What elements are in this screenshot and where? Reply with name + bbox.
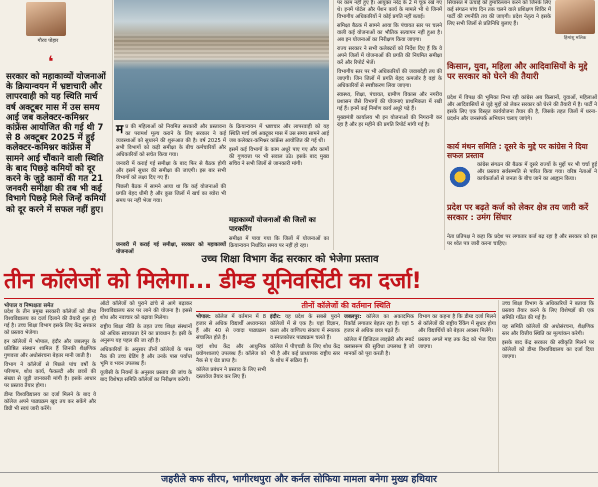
right-headline-1: किसान, युवा, महिला और आदिवासियों के मुद्दे पर सरकार को घेरने की तैयारी [447,61,588,81]
main-byline: भोपाल व निष्पक्षता समेत [4,303,54,309]
status-col-2: इंदौर: यह प्रदेश के सबसे पुराने कॉलेजों में से एक है। यहां विज्ञान, कला और वाणिज्य संकाय में स्नातक व स्नातकोत्तर पाठ्यक्रम चलते हैं। कॉलेज में पीएचडी के लिए शोध केंद्र भी है और कई प्राध्यापक राष्ट्रीय स्तर के शोध में सक्रिय हैं। [270,314,340,364]
center-body-text: म प्र की महिलाओं को नियमित सरकारी और प्रस्तावना का परामर्श मूल्य कराने के लिए सरकार ने कई व्यवस्थाओं को सुधारने की शुरूआत की है। वर्ष 2025 में सभी विभागों को कड़ी समीक्षा के बीच कर्मचारियों और अधिकारियों को सचेत किया गया। जनवरी में कराई गई समीक्षा के बाद फिर से बैठक होगी और इसमें सुधार की समीक्षा की जाएगी। इस बार सभी विभागों को लक्ष्य दिए गए हैं। पिछली बैठक में सामने आया था कि कई योजनाओं की प्रगति बेहद धीमी है और कुछ जिलों में खर्च का ब्योरा भी समय पर नहीं भेजा गया। [116,122,226,204]
center-body-text-3: समीक्षा में पाया गया कि जिलों में योजनाओं का क्रियान्वयन निर्धारित समय पर नहीं हो रहा। [229,236,329,249]
leader-caption: हिमांशु मलिक [563,36,587,41]
section-divider [4,298,594,299]
right-body-2: कांग्रेस संगठन की बैठक में दूसरे राज्यों के मुद्दों पर भी चर्चा हुई और प्रस्ताव सर्वसम्मति से पारित किया गया। वरिष्ठ नेताओं ने कार्यकर्ताओं से जनता के बीच जाने का आह्वान किया। [477,162,597,182]
column-three-text: पर काम नहीं हुए हैं। आयुक्त नरेंद्र के 2 में चूक रखे गए थे। इनमें पोर्टल और पेंशन कार्य के मामले भी थे जिनमें विभागीय अधिकारियों ने कोई प्रगति नहीं बताई। समिक्षा बैठक में सामने आया कि पंचायत स्तर पर चलने वाली कई योजनाओं का भौतिक सत्यापन नहीं हुआ है। अब इन योजनाओं का निरीक्षण किया जाएगा। राज्य सरकार ने सभी कलेक्टरों को निर्देश दिए हैं कि वे अपने जिलों में योजनाओं की प्रगति की नियमित समीक्षा करें और रिपोर्ट भेजें। विभागीय स्तर पर भी अधिकारियों की जवाबदेही तय की जाएगी। जिन जिलों में प्रगति बेहद कमजोर है वहां के अधिकारियों से स्पष्टीकरण लिया जाएगा। स्वास्थ्य, शिक्षा, पंचायत, ग्रामीण विकास और नगरीय प्रशासन जैसे विभागों की योजनाएं प्राथमिकता में रखी गई हैं। इनमें कई निर्माण कार्य अधूरे पड़े हैं। मुख्यमंत्री कार्यालय भी इन योजनाओं की निगरानी कर रहा है और हर महीने की प्रगति रिपोर्ट मांगी गई है। [337,0,442,128]
leader-photo [555,0,595,34]
wheel-graphic [447,164,473,190]
subsection-title: तीनों कॉलेजों की वर्तमान स्थिति [301,301,391,310]
photo-caption: जनवरी में कराई गई समीक्षा, सरकार को महाकाव्यों योजनाओं [116,242,226,255]
status-col-4: विभाग का कहना है कि डीम्ड दर्जा मिलने से कॉलेजों की राष्ट्रीय रैंकिंग में सुधार होगा और विद्यार्थियों को बेहतर अवसर मिलेंगे। प्रस्ताव अगले माह तक केंद्र को भेज दिया जाएगा। [418,314,496,350]
pull-quote: सरकार को महाकाव्यों योजनाओं के क्रियान्वयन में भ्रष्टाचारी और लापरवाही को यह स्थिति मार्च वर्ष अक्टूबर मास में उस समय आई जब कलेक्टर-कमिश्नर कांफ्रेंस आयोजित की गई थी 7 से 8 अक्टूबर 2025 में हुई कलेक्टर-कमिश्नर कांफ्रेंस में सामने आई चौंकाने वाली स्थिति के बाद पिछड़े कमियों को दूर करने के जुड़े कामों की गत 21 जनवरी समीक्षा की तब भी कई विभागे पिछड़े मिले जिन्हें कमियों को दूर करने में सफल नहीं हुए। [6,72,106,215]
status-col-3: जबलपुर: कॉलेज का अकादमिक रिकॉर्ड लगातार बेहतर रहा है। यहां 5 हजार से अधिक छात्र पढ़ते हैं। कॉलेज में डिजिटल लाइब्रेरी और स्मार्ट क्लासरूम की सुविधा उपलब्ध है जो मानकों को पूरा करती है। [344,314,414,357]
ghats-photo [114,0,329,120]
ghat-steps [114,34,329,62]
right-headline-2: कार्य मंथन समिति : दूसरे के मुद्दे पर कांग्रेस ने दिया सफल प्रस्ताव [447,142,588,160]
quote-icon: ❛ [48,52,54,71]
author-photo [26,2,66,36]
main-body-right: उच्च शिक्षा विभाग के अधिकारियों ने बताया कि प्रस्ताव तैयार करने के लिए विशेषज्ञों की एक समिति गठित की गई है। यह समिति कॉलेजों की अधोसंरचना, शैक्षणिक स्तर और वित्तीय स्थिति का मूल्यांकन करेगी। इसके बाद केंद्र सरकार की स्वीकृति मिलने पर कॉलेजों को डीम्ड विश्वविद्यालय का दर्जा दिया जाएगा। [502,301,594,360]
right-body-3: नेता प्रतिपक्ष ने कहा कि प्रदेश पर लगातार कर्ज बढ़ रहा है और सरकार को इस पर श्वेत पत्र जारी करना चाहिए। [447,234,597,247]
bottom-divider [0,472,598,473]
left-column [4,2,110,250]
column-rule [444,0,445,250]
center-subhead: महाकाव्यों योजनाओं की जिलों का पारकरिंग [229,216,316,233]
bottom-headline: जहरीले कफ सीरप, भागीरथपुरा और कर्नल सोफिया मामला बनेगा मुख्य हथियार [161,474,437,485]
right-column [447,0,597,250]
subsection-box [196,301,496,312]
dropcap: म [116,122,124,136]
right-intro-text: सियासत में ऊंचाई को हुमारिल्लान करने को जिनके लिए कई संगठन पांच दिन तक चलने वाले प्रशिक्षण शिविर में पार्टी की रणनीति तय की जाएगी। प्रदेश नेतृत्व ने इसके लिए सभी जिलों से प्रतिनिधि बुलाए हैं। [447,0,551,27]
author-name: गौरव पोहार [37,38,59,44]
status-col-1: भोपाल: कॉलेज में वर्तमान में 8 हजार से अधिक विद्यार्थी अध्ययनरत हैं और 40 से ज्यादा पाठ्यक्रम संचालित होते हैं। यहां शोध केंद्र और आधुनिक प्रयोगशालाएं उपलब्ध हैं। कॉलेज को नैक से ए ग्रेड प्राप्त है। कॉलेज प्रबंधन ने प्रस्ताव के लिए सभी दस्तावेज तैयार कर लिए हैं। [196,314,266,380]
main-body-mid: ऑटो कॉलेजों को पुराने ढांचे से आगे बढ़ाकर विश्वविद्यालय स्तर पर लाने की योजना है। इससे शोध और नवाचार को बढ़ावा मिलेगा। राष्ट्रीय शिक्षा नीति के तहत उच्च शिक्षा संस्थानों को अधिक स्वायत्तता देने का प्रावधान है। इसी के अनुरूप यह पहल की जा रही है। अधिकारियों के अनुसार तीनों कॉलेजों के पास नैक की उच्च ग्रेडिंग है और उनके पास पर्याप्त भूमि व भवन उपलब्ध हैं। यूजीसी के नियमों के अनुसार प्रस्ताव की जांच के बाद विशेषज्ञ समिति कॉलेजों का निरीक्षण करेगी। [100,301,192,383]
column-rule [333,0,334,250]
right-body-1: प्रदेश में विपक्ष की भूमिका निभा रही कांग्रेस अब किसानों, युवाओं, महिलाओं और आदिवासियों से जुड़े मुद्दों को लेकर सरकार को घेरने की तैयारी में है। पार्टी ने इसके लिए एक विस्तृत कार्ययोजना तैयार की है, जिसके तहत जिलों में धरना-प्रदर्शन और जनसंपर्क अभियान चलाए जाएंगे। [447,95,597,122]
center-body-text-2: के क्रियान्वयन में भ्रष्टाचार और लापरवाही को यह स्थिति मार्च वर्ष अक्टूबर मास में उस समय सामने आई जब कलेक्टर-कमिश्नर कांफ्रेंस आयोजित की गई थी। इसमें कई विभागों के काम अधूरे पाए गए और कामों की गुणवत्ता पर भी सवाल उठे। इसके बाद मुख्य सचिव ने सभी जिलों से जानकारी मांगी। [229,124,329,167]
column-rule [112,0,113,250]
column-rule [498,300,499,472]
main-kicker: उच्च शिक्षा विभाग केंद्र सरकार को भेजेगा प्रस्ताव [201,254,379,265]
main-headline: तीन कॉलेजों को मिलेगा... डीम्ड यूनिवर्सिटी का दर्जा! [4,269,422,294]
right-headline-3: प्रदेश पर बढ़ते कर्ज को लेकर क्षेत्र तय जारी करें सरकार : उमंग सिंघार [447,202,589,222]
main-body-left: प्रदेश के तीन प्रमुख सरकारी कॉलेजों को डीम्ड विश्वविद्यालय का दर्जा दिलाने की तैयारी शुरू हो गई है। उच्च शिक्षा विभाग इसके लिए केंद्र सरकार को प्रस्ताव भेजेगा। इन कॉलेजों में भोपाल, इंदौर और जबलपुर के प्रतिष्ठित संस्थान शामिल हैं जिनकी शैक्षणिक गुणवत्ता और अधोसंरचना बेहतर मानी जाती है। विभाग ने कॉलेजों से पिछले पांच वर्षों के परिणाम, शोध कार्य, फैकल्टी और छात्रों की संख्या से जुड़ी जानकारी मांगी है। इसके आधार पर प्रस्ताव तैयार होगा। डीम्ड विश्वविद्यालय का दर्जा मिलने के बाद ये कॉलेज अपने पाठ्यक्रम खुद तय कर सकेंगे और डिग्री भी स्वयं जारी करेंगे। [4,309,96,412]
